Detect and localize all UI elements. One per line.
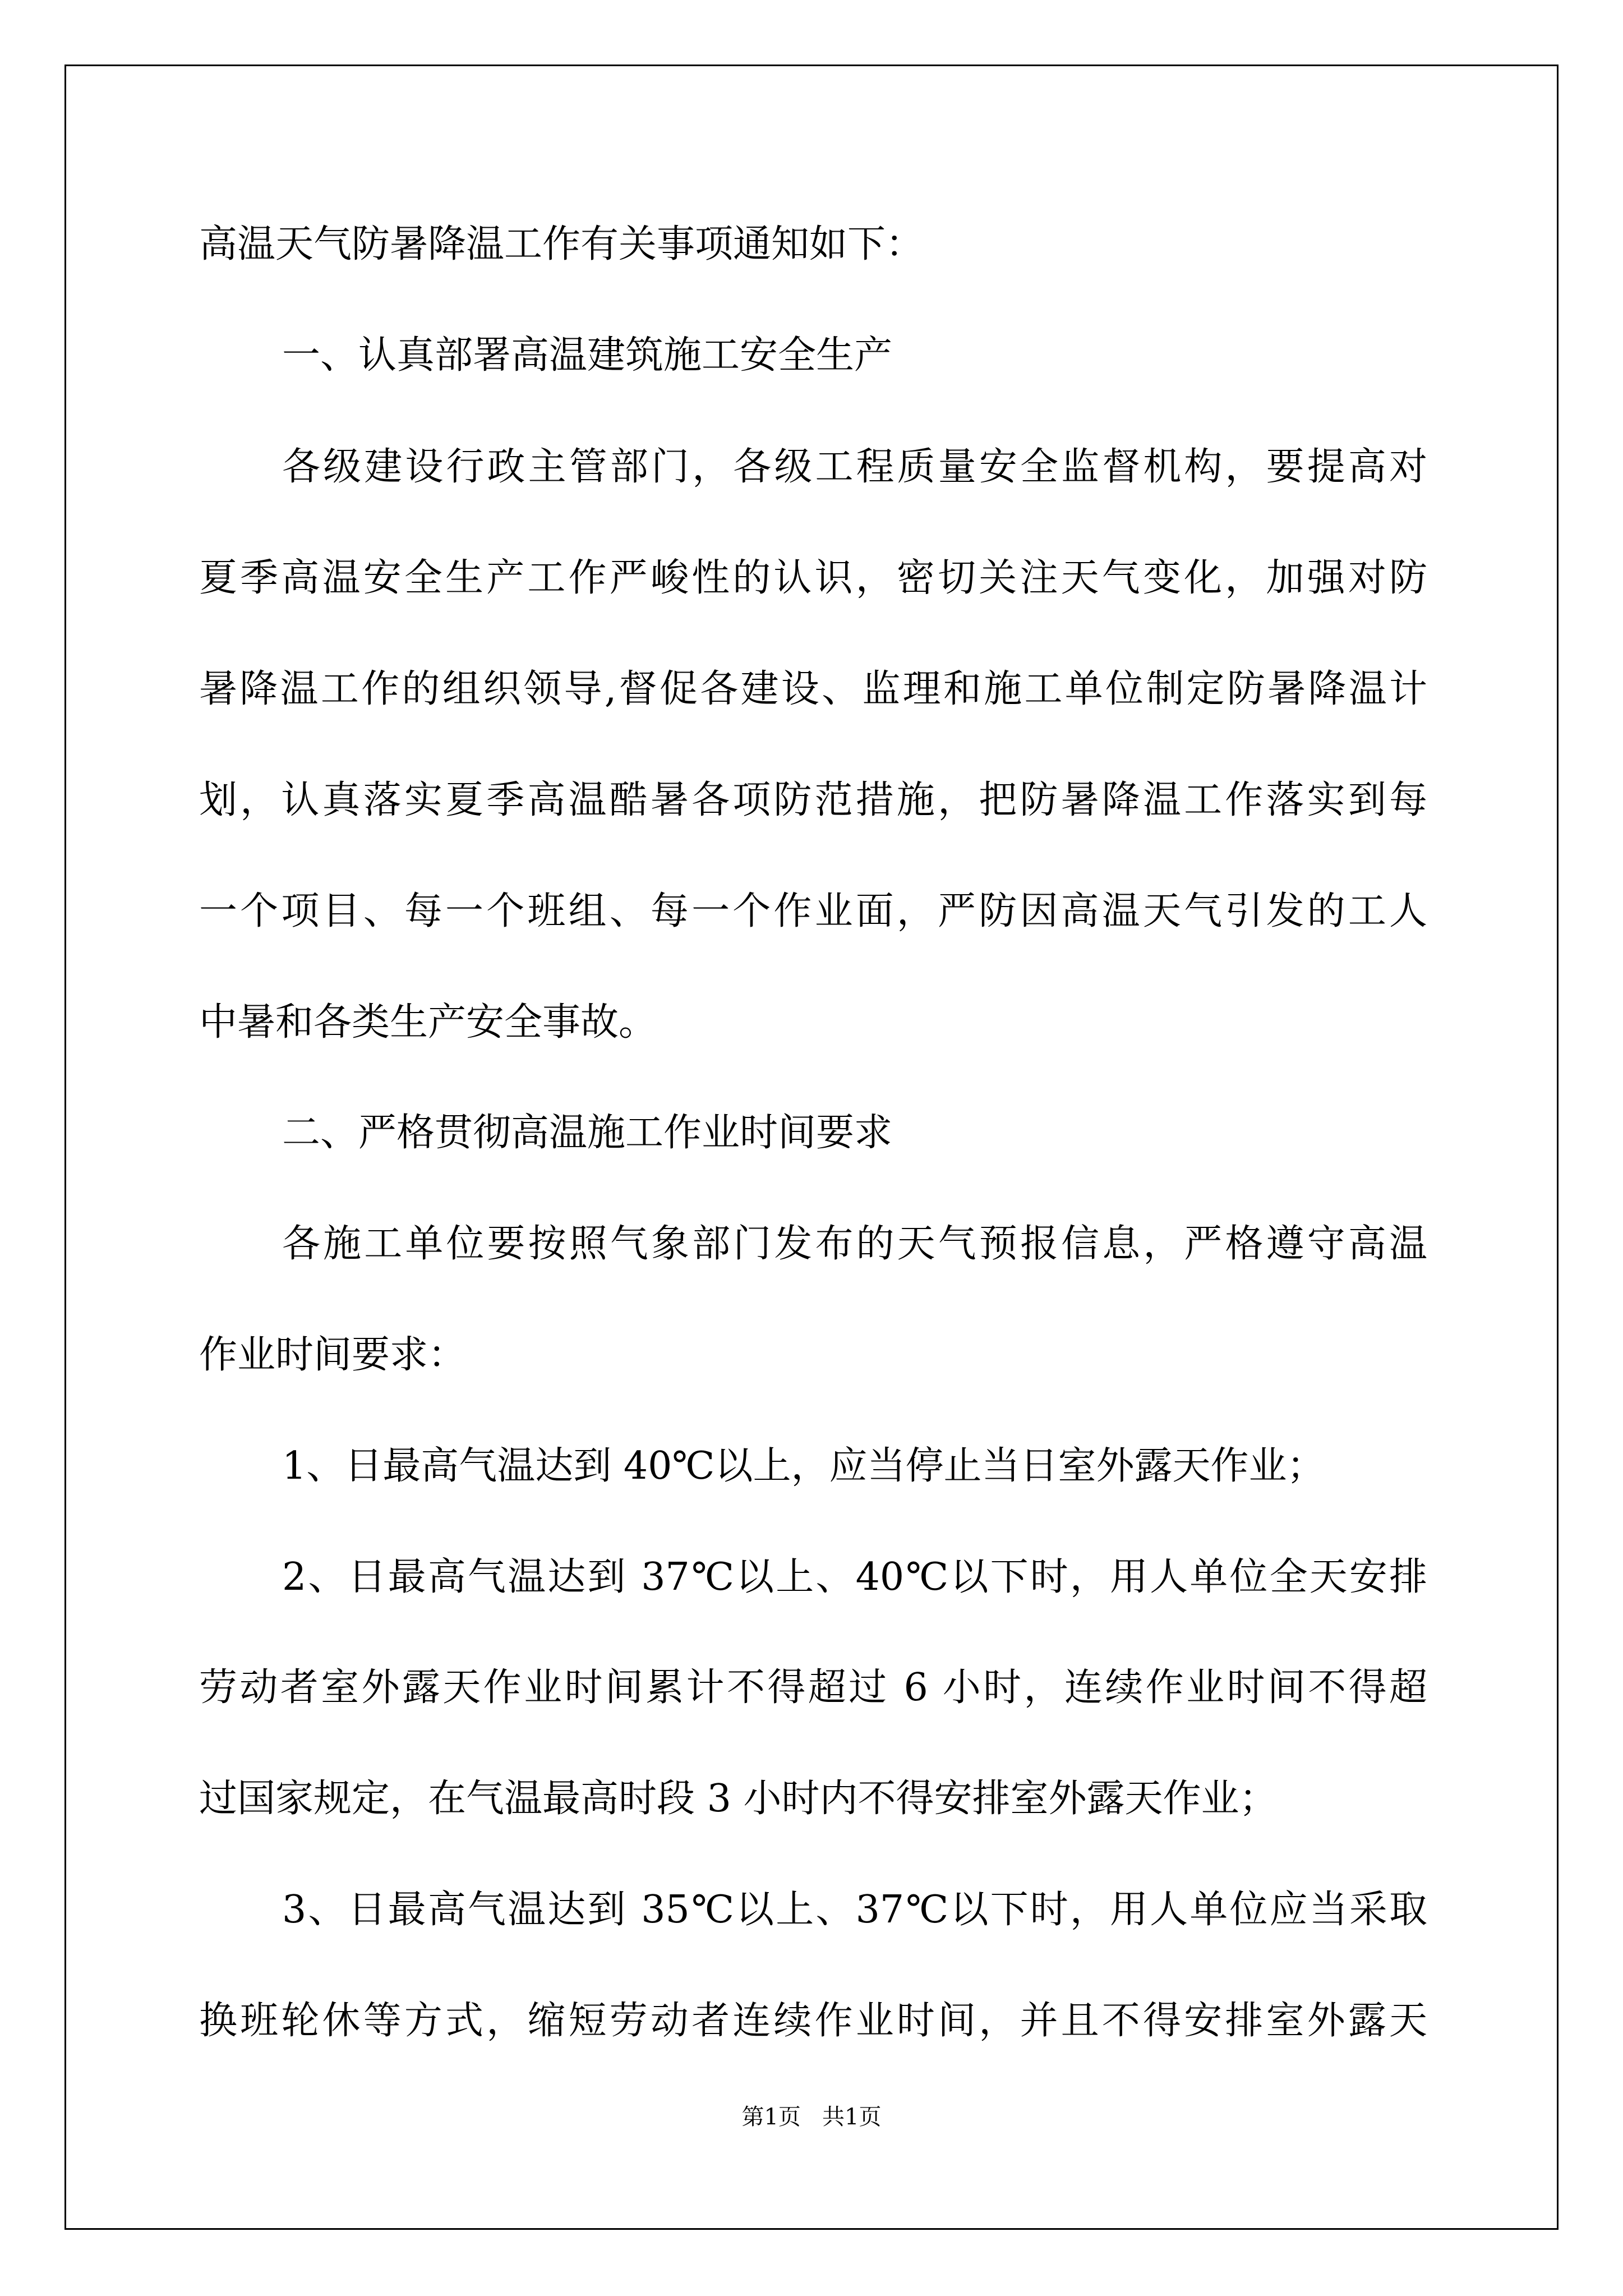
paragraph-line: 各级建设行政主管部门，各级工程质量安全监督机构，要提高对 — [282, 445, 1427, 489]
paragraph-line: 暑降温工作的组织领导,督促各建设、监理和施工单位制定防暑降温计 — [199, 667, 1427, 711]
section-heading-2: 二、严格贯彻高温施工作业时间要求 — [282, 1111, 893, 1155]
page-number: 第1页 共1页 — [741, 2104, 882, 2130]
paragraph-line: 划，认真落实夏季高温酷暑各项防范措施，把防暑降温工作落实到每 — [199, 778, 1427, 822]
paragraph-line: 一个项目、每一个班组、每一个作业面，严防因高温天气引发的工人 — [199, 889, 1427, 933]
paragraph-line: 夏季高温安全生产工作严峻性的认识，密切关注天气变化，加强对防 — [199, 556, 1427, 600]
paragraph-line: 各施工单位要按照气象部门发布的天气预报信息，严格遵守高温 — [282, 1222, 1427, 1266]
list-item-2-continued: 劳动者室外露天作业时间累计不得超过 6 小时，连续作业时间不得超 — [199, 1665, 1427, 1710]
list-item-2: 2、日最高气温达到 37℃以上、40℃以下时，用人单位全天安排 — [282, 1555, 1427, 1599]
paragraph-line: 作业时间要求： — [199, 1333, 467, 1377]
list-item-2-continued: 过国家规定，在气温最高时段 3 小时内不得安排室外露天作业； — [199, 1777, 1278, 1821]
section-heading-1: 一、认真部署高温建筑施工安全生产 — [282, 333, 893, 378]
intro-line: 高温天气防暑降温工作有关事项通知如下： — [199, 222, 924, 266]
list-item-1: 1、日最高气温达到 40℃以上，应当停止当日室外露天作业； — [282, 1444, 1325, 1488]
list-item-3: 3、日最高气温达到 35℃以上、37℃以下时，用人单位应当采取 — [282, 1888, 1427, 1932]
paragraph-line: 中暑和各类生产安全事故。 — [199, 1000, 657, 1045]
list-item-3-continued: 换班轮休等方式，缩短劳动者连续作业时间，并且不得安排室外露天 — [199, 1999, 1427, 2043]
